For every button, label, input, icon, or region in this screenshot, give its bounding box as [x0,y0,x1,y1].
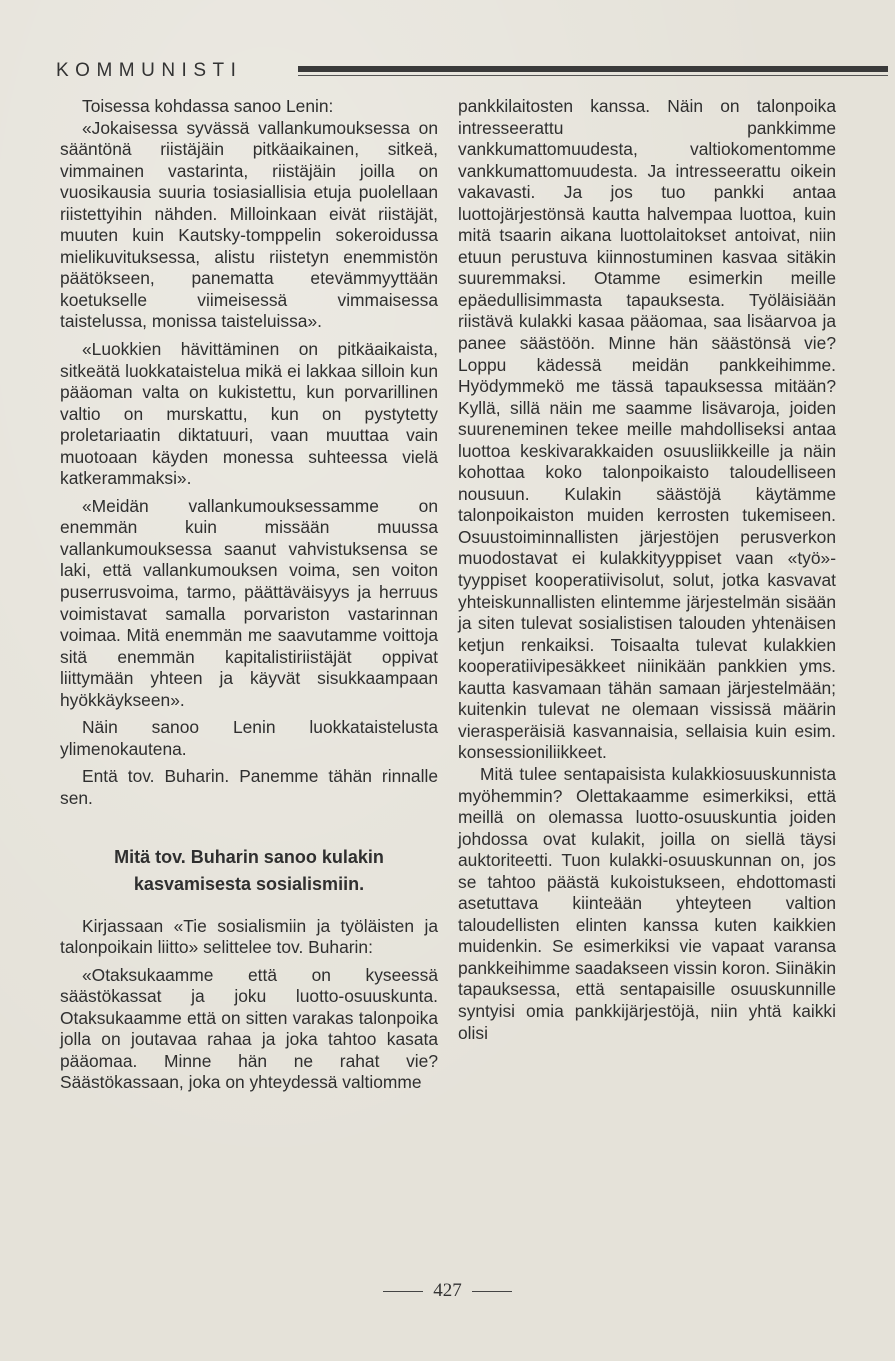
paragraph: Entä tov. Buharin. Panemme tähän rinnalle sen. [60,766,438,808]
journal-title: KOMMUNISTI [56,60,243,81]
page-header [56,60,836,84]
footer-dash [472,1291,512,1292]
paragraph: Näin sanoo Lenin luokkataistelusta ylimenokautena. [60,717,438,759]
section-heading-line: kasvamisesta sosialismiin. [133,873,365,894]
paragraph: Mitä tulee sentapaisista kulakkiosuuskunnista myöhemmin? Olettakaamme esimerkiksi, että meillä on olemassa luotto-osuuskuntia joiden johdossa ovat kulakit, joilla on siellä täysi auktoriteetti. Tuon kulakki-osuuskunnan on, jos se tahtoo päästä kukoistukseen, ehdottomasti asetuttava kiinteään yhteyteen valtion taloudellisten elinten kanssa kuten kaikkien muidenkin. Se esimerkiksi vie vapaat varansa pankkeihimme saadakseen vissin koron. Siinäkin tapauksessa, että sentapaisille osuuskunnille syntyisi omia pankkijärjestöjä, niin yhtä kaikki olisi [458,763,836,1043]
header-rule-thin [298,75,888,76]
footer-dash [383,1291,423,1292]
paragraph: pankkilaitosten kanssa. Näin on talonpoika intresseerattu pankkimme vankkumattomuudesta, valtiokomentomme vankkumattomuudesta. Ja intresseerattu oikein vakavasti. Ja jos tuo pankki antaa luottojärjestönsä kautta halvempaa luottoa, kuin mitä tsaarin aikana luottolaitokset antoivat, niin etuun perustuva kiinnostuminen kasvaa sitäkin suuremmaksi. Otamme esimerkin meille epäedullisimmasta tapauksesta. Työläisiään riistävä kulakki kasaa pääomaa, saa lisäarvoa ja panee säästöön. Minne hän säästönsä vie? Loppu kädessä meidän pankkeihimme. Hyödymmekö me tässä tapauksessa mitään? Kyllä, sillä näin me saamme lisävaroja, joiden suureneminen tekee meille mahdolliseksi antaa luottoa keskivarakkaiden osuusliikkeille ja näin kohottaa koko talonpoikaisto taloudelliseen nousuun. Kulakin säästöjä käytämme talonpoikaiston muiden kerrosten tukemiseen. Osuustoiminnallisten järjestöjen perusverkon muodostavat ei kulakkityyppiset vaan «työ»-tyyppiset kooperatiivisolut, solut, jotka kasvavat yhteiskunnallisten elintemme järjestelmän sisään ja siten tulevat sosialistisen talouden yhtenäisen ketjun renkaiksi. Toisaalta tulevat kulakkien kooperatiivipesäkkeet niinikään pankkien yms. kautta kasvamaan tähän samaan järjestelmään; kuitenkin tulevat ne olemaan vississä määrin vierasperäisiä kasvannaisia, sellaisia kuin esim. konsessioniliikkeet. [458,96,836,763]
quote-paragraph: «Luokkien hävittäminen on pitkäaikaista, sitkeätä luokkataistelua mikä ei lakkaa silloin kun pääoman valta on kukistettu, kun porvarillinen valtio on murskattu, kun on pystytetty proletariaatin diktatuuri, vaan muuttaa vain muotoaan käyden monessa suhteessa vielä katkerammaksi». [60,339,438,489]
right-column [458,96,836,1044]
quote-paragraph: «Otaksukaamme että on kyseessä säästökassat ja joku luotto-osuuskunta. Otaksukaamme että on sitten varakas talonpoika jolla on joutavaa rahaa ja joka tahtoo kasata pääomaa. Minne hän ne rahat vie? Säästökassaan, joka on yhteydessä valtiomme [60,964,438,1093]
paragraph: Kirjassaan «Tie sosialismiin ja työläisten ja talonpoikain liitto» selittelee tov. Buharin: [60,915,438,958]
page-footer [0,1280,895,1304]
quote-paragraph: «Meidän vallankumouksessamme on enemmän kuin missään muussa vallankumouksessa saanut vahvistuksensa se laki, että vallankumouksen voima, sen voiton puserrusvoima, tarmo, päättäväisyys ja herruus voimistavat samalla porvariston vastarinnan voimaa. Mitä enemmän me saavutamme voittoja sitä enemmän kapitalistiriistäjät oppivat liittymään yhteen ja käyvät sisukkaampaan hyökkäykseen». [60,495,438,710]
header-rule-thick [298,66,888,72]
section-heading [60,844,438,898]
page-number: 427 [433,1280,462,1301]
quote-paragraph: «Jokaisessa syvässä vallankumouksessa on sääntönä riistäjäin pitkäaikainen, sitkeä, vimmainen vastarinta, riistäjäin joilla on vuosikausia suuria tosiasiallisia etuja puolellaan riistettyihin nähden. Milloinkaan eivät riistäjät, muuten kuin Kautsky-tomppelin sokeroidussa mielikuvituksessa, alistu riistetyn enemmistön päätökseen, panematta etevämmyyttään koetukselle viimeisessä vimmaisessa taistelussa, monissa taisteluissa». [60,117,438,332]
section-heading-line: Mitä tov. Buharin sanoo kulakin [114,846,384,867]
left-column [60,96,438,1094]
paragraph: Toisessa kohdassa sanoo Lenin: [82,96,334,116]
